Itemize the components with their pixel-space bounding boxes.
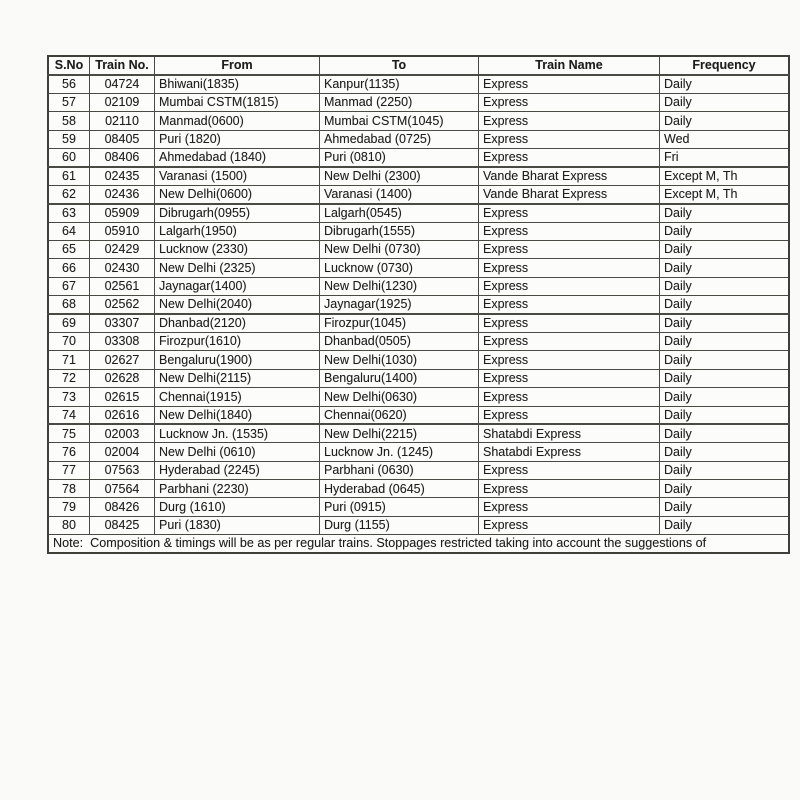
cell-name: Shatabdi Express [479,443,660,461]
cell-from: Chennai(1915) [155,388,320,406]
cell-from: Lalgarh(1950) [155,222,320,240]
cell-train_no: 03308 [90,332,155,350]
cell-from: Firozpur(1610) [155,332,320,350]
table-row [48,222,789,240]
cell-name: Express [479,204,660,222]
cell-to: Mumbai CSTM(1045) [320,112,479,130]
cell-sno: 69 [48,314,90,332]
cell-train_no: 03307 [90,314,155,332]
cell-train_no: 02562 [90,296,155,314]
cell-name: Express [479,314,660,332]
cell-frequency: Daily [660,388,790,406]
cell-train_no: 02561 [90,277,155,295]
table-row [48,424,789,442]
table-row [48,204,789,222]
cell-frequency: Daily [660,406,790,424]
cell-name: Vande Bharat Express [479,185,660,203]
cell-sno: 80 [48,516,90,534]
cell-name: Express [479,332,660,350]
cell-to: Manmad (2250) [320,93,479,111]
column-header-name: Train Name [479,56,660,75]
cell-name: Express [479,241,660,259]
table-body [48,75,789,535]
cell-train_no: 07563 [90,461,155,479]
cell-from: Dhanbad(2120) [155,314,320,332]
cell-to: New Delhi (2300) [320,167,479,185]
cell-sno: 79 [48,498,90,516]
cell-sno: 58 [48,112,90,130]
table-row [48,149,789,167]
cell-train_no: 02003 [90,424,155,442]
column-header-from: From [155,56,320,75]
cell-sno: 72 [48,369,90,387]
cell-from: Lucknow (2330) [155,241,320,259]
cell-from: New Delhi(1840) [155,406,320,424]
cell-train_no: 08425 [90,516,155,534]
cell-train_no: 02004 [90,443,155,461]
cell-name: Express [479,75,660,93]
cell-name: Express [479,498,660,516]
column-header-to: To [320,56,479,75]
cell-from: Lucknow Jn. (1535) [155,424,320,442]
table-row [48,277,789,295]
cell-frequency: Daily [660,480,790,498]
cell-name: Express [479,369,660,387]
cell-to: Lucknow Jn. (1245) [320,443,479,461]
table-row [48,443,789,461]
cell-name: Express [479,222,660,240]
table-row [48,369,789,387]
cell-to: New Delhi(0630) [320,388,479,406]
cell-name: Shatabdi Express [479,424,660,442]
cell-train_no: 02615 [90,388,155,406]
cell-train_no: 05909 [90,204,155,222]
note-text: Note: Composition & timings will be as per regular trains. Stoppages restricted taking into account the suggestions of [48,535,789,553]
cell-name: Express [479,461,660,479]
cell-sno: 67 [48,277,90,295]
table-row [48,516,789,534]
cell-train_no: 02627 [90,351,155,369]
cell-from: Jaynagar(1400) [155,277,320,295]
cell-train_no: 07564 [90,480,155,498]
cell-from: Puri (1820) [155,130,320,148]
cell-train_no: 08406 [90,149,155,167]
cell-train_no: 02436 [90,185,155,203]
cell-sno: 66 [48,259,90,277]
cell-frequency: Daily [660,241,790,259]
cell-to: Durg (1155) [320,516,479,534]
cell-train_no: 05910 [90,222,155,240]
cell-from: Bengaluru(1900) [155,351,320,369]
cell-to: Bengaluru(1400) [320,369,479,387]
cell-frequency: Daily [660,314,790,332]
table-row [48,241,789,259]
cell-from: Varanasi (1500) [155,167,320,185]
cell-sno: 57 [48,93,90,111]
cell-frequency: Daily [660,443,790,461]
cell-name: Express [479,112,660,130]
column-header-train_no: Train No. [90,56,155,75]
cell-frequency: Daily [660,498,790,516]
table-row [48,112,789,130]
cell-frequency: Daily [660,93,790,111]
cell-train_no: 08405 [90,130,155,148]
cell-name: Express [479,149,660,167]
cell-frequency: Daily [660,369,790,387]
train-schedule-table [47,55,790,554]
cell-to: Lucknow (0730) [320,259,479,277]
cell-name: Express [479,388,660,406]
table-header [48,56,789,75]
cell-to: Puri (0810) [320,149,479,167]
cell-from: Durg (1610) [155,498,320,516]
table-row [48,167,789,185]
cell-sno: 65 [48,241,90,259]
cell-from: New Delhi(0600) [155,185,320,203]
cell-sno: 60 [48,149,90,167]
cell-train_no: 08426 [90,498,155,516]
cell-to: Puri (0915) [320,498,479,516]
cell-sno: 59 [48,130,90,148]
cell-sno: 77 [48,461,90,479]
cell-train_no: 02109 [90,93,155,111]
cell-to: Ahmedabad (0725) [320,130,479,148]
cell-to: New Delhi(1230) [320,277,479,295]
cell-sno: 70 [48,332,90,350]
cell-from: New Delhi (0610) [155,443,320,461]
cell-from: Ahmedabad (1840) [155,149,320,167]
table-footer [48,535,789,553]
table-row [48,130,789,148]
cell-train_no: 02435 [90,167,155,185]
cell-from: Puri (1830) [155,516,320,534]
cell-name: Express [479,296,660,314]
cell-from: Bhiwani(1835) [155,75,320,93]
cell-from: Mumbai CSTM(1815) [155,93,320,111]
cell-frequency: Daily [660,75,790,93]
table-row [48,296,789,314]
cell-from: New Delhi(2040) [155,296,320,314]
cell-to: Kanpur(1135) [320,75,479,93]
cell-sno: 62 [48,185,90,203]
cell-from: New Delhi(2115) [155,369,320,387]
cell-name: Express [479,130,660,148]
cell-frequency: Daily [660,277,790,295]
cell-sno: 71 [48,351,90,369]
cell-sno: 74 [48,406,90,424]
cell-sno: 64 [48,222,90,240]
cell-name: Express [479,406,660,424]
table-row [48,75,789,93]
table-row [48,480,789,498]
cell-from: Manmad(0600) [155,112,320,130]
cell-frequency: Daily [660,332,790,350]
cell-train_no: 04724 [90,75,155,93]
cell-sno: 68 [48,296,90,314]
cell-frequency: Wed [660,130,790,148]
table-row [48,461,789,479]
cell-train_no: 02430 [90,259,155,277]
cell-to: Jaynagar(1925) [320,296,479,314]
cell-frequency: Daily [660,204,790,222]
cell-from: Parbhani (2230) [155,480,320,498]
table-row [48,351,789,369]
cell-frequency: Daily [660,516,790,534]
cell-sno: 75 [48,424,90,442]
cell-to: Hyderabad (0645) [320,480,479,498]
cell-train_no: 02616 [90,406,155,424]
table-header-row [48,56,789,75]
cell-to: Varanasi (1400) [320,185,479,203]
cell-to: New Delhi(2215) [320,424,479,442]
cell-name: Vande Bharat Express [479,167,660,185]
cell-from: Dibrugarh(0955) [155,204,320,222]
cell-train_no: 02110 [90,112,155,130]
cell-name: Express [479,259,660,277]
cell-frequency: Daily [660,259,790,277]
cell-to: Dhanbad(0505) [320,332,479,350]
cell-to: Firozpur(1045) [320,314,479,332]
cell-sno: 76 [48,443,90,461]
cell-from: Hyderabad (2245) [155,461,320,479]
cell-name: Express [479,93,660,111]
note-row [48,535,789,553]
column-header-sno: S.No [48,56,90,75]
cell-sno: 61 [48,167,90,185]
table-row [48,93,789,111]
table-row [48,406,789,424]
cell-frequency: Except M, Th [660,167,790,185]
table-row [48,185,789,203]
table-row [48,388,789,406]
table-row [48,498,789,516]
cell-to: New Delhi (0730) [320,241,479,259]
cell-sno: 63 [48,204,90,222]
cell-sno: 78 [48,480,90,498]
cell-to: Dibrugarh(1555) [320,222,479,240]
cell-train_no: 02628 [90,369,155,387]
cell-train_no: 02429 [90,241,155,259]
column-header-frequency: Frequency [660,56,790,75]
table-row [48,314,789,332]
cell-sno: 56 [48,75,90,93]
cell-frequency: Daily [660,112,790,130]
cell-frequency: Daily [660,222,790,240]
cell-from: New Delhi (2325) [155,259,320,277]
cell-name: Express [479,277,660,295]
cell-name: Express [479,480,660,498]
cell-frequency: Daily [660,424,790,442]
cell-to: New Delhi(1030) [320,351,479,369]
table-row [48,332,789,350]
cell-frequency: Fri [660,149,790,167]
cell-name: Express [479,516,660,534]
cell-frequency: Except M, Th [660,185,790,203]
cell-to: Chennai(0620) [320,406,479,424]
cell-frequency: Daily [660,461,790,479]
cell-frequency: Daily [660,296,790,314]
cell-to: Lalgarh(0545) [320,204,479,222]
cell-name: Express [479,351,660,369]
cell-frequency: Daily [660,351,790,369]
cell-to: Parbhani (0630) [320,461,479,479]
cell-sno: 73 [48,388,90,406]
table-row [48,259,789,277]
